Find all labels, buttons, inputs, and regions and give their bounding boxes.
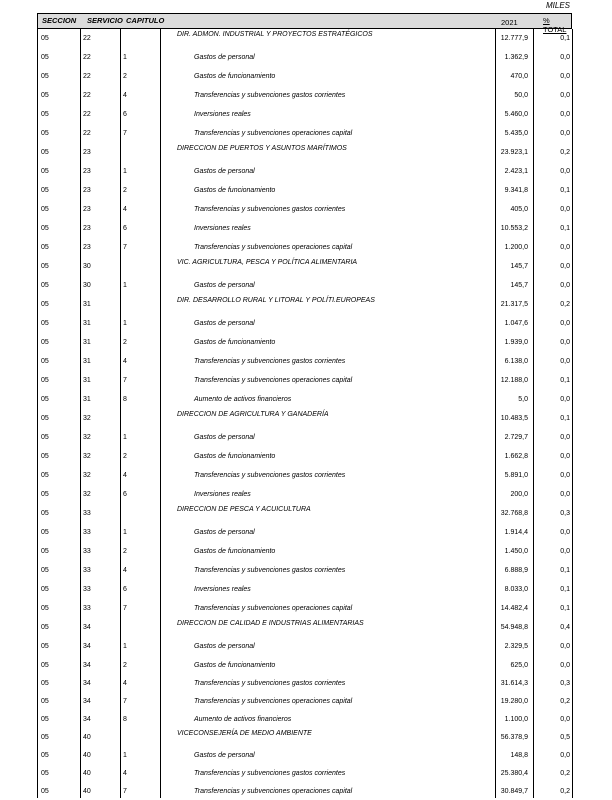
- amount-cell: 1.100,0: [504, 716, 528, 723]
- capitulo-cell: 7: [123, 377, 127, 384]
- servicio-cell: 22: [83, 111, 91, 118]
- servicio-cell: 33: [83, 586, 91, 593]
- capitulo-cell: 6: [123, 225, 127, 232]
- amount-cell: 6.888,9: [504, 567, 528, 574]
- table-row: [37, 238, 572, 257]
- pct-total-cell: 0,0: [560, 168, 570, 175]
- pct-total-cell: 0,2: [560, 698, 570, 705]
- servicio-cell: 32: [83, 491, 91, 498]
- description-cell: Transferencias y subvenciones operaciones capital: [194, 605, 353, 612]
- servicio-cell: 34: [83, 680, 91, 687]
- seccion-cell: 05: [41, 643, 49, 650]
- table-row: [37, 257, 572, 276]
- amount-cell: 145,7: [510, 263, 528, 270]
- servicio-cell: 32: [83, 453, 91, 460]
- pct-total-cell: 0,0: [560, 282, 570, 289]
- description-cell: Transferencias y subvenciones operaciones capital: [194, 698, 353, 705]
- pct-total-cell: 0,1: [560, 187, 570, 194]
- description-cell: Gastos de personal: [194, 434, 255, 441]
- description-cell: Inversiones reales: [194, 225, 251, 232]
- seccion-cell: 05: [41, 734, 49, 741]
- pct-total-cell: 0,0: [560, 453, 570, 460]
- amount-cell: 10.553,2: [500, 225, 528, 232]
- amount-cell: 6.138,0: [504, 358, 528, 365]
- servicio-cell: 22: [83, 35, 91, 42]
- amount-cell: 32.768,8: [500, 510, 528, 517]
- table-row: [37, 637, 572, 656]
- table-row: [37, 523, 572, 542]
- amount-cell: 23.923,1: [500, 149, 528, 156]
- table-row: [37, 124, 572, 143]
- servicio-cell: 23: [83, 149, 91, 156]
- servicio-cell: 33: [83, 605, 91, 612]
- amount-cell: 1.047,6: [504, 320, 528, 327]
- seccion-cell: 05: [41, 491, 49, 498]
- description-cell: DIR. ADMON. INDUSTRIAL Y PROYECTOS ESTRATÉGICOS: [177, 31, 373, 38]
- amount-cell: 2.729,7: [504, 434, 528, 441]
- table-row: [37, 105, 572, 124]
- amount-cell: 1.362,9: [504, 54, 528, 61]
- amount-cell: 5.435,0: [504, 130, 528, 137]
- amount-cell: 21.317,5: [500, 301, 528, 308]
- table-row: [37, 728, 572, 746]
- seccion-cell: 05: [41, 396, 49, 403]
- capitulo-cell: 8: [123, 396, 127, 403]
- servicio-cell: 22: [83, 92, 91, 99]
- table-row: [37, 67, 572, 86]
- amount-cell: 1.200,0: [504, 244, 528, 251]
- servicio-cell: 33: [83, 529, 91, 536]
- pct-total-cell: 0,0: [560, 244, 570, 251]
- pct-total-cell: 0,0: [560, 92, 570, 99]
- pct-total-cell: 0,0: [560, 396, 570, 403]
- servicio-cell: 40: [83, 770, 91, 777]
- servicio-cell: 31: [83, 339, 91, 346]
- description-cell: Gastos de personal: [194, 168, 255, 175]
- capitulo-cell: 2: [123, 548, 127, 555]
- pct-total-cell: 0,0: [560, 206, 570, 213]
- amount-cell: 25.380,4: [500, 770, 528, 777]
- description-cell: Aumento de activos financieros: [194, 396, 292, 403]
- description-cell: DIRECCION DE CALIDAD E INDUSTRIAS ALIMENTARIAS: [177, 620, 364, 627]
- table-row: [37, 200, 572, 219]
- amount-cell: 10.483,5: [500, 415, 528, 422]
- pct-total-cell: 0,1: [560, 567, 570, 574]
- table-row: [37, 674, 572, 692]
- table-row: [37, 692, 572, 710]
- description-cell: Transferencias y subvenciones gastos corrientes: [194, 472, 346, 479]
- description-cell: Aumento de activos financieros: [194, 716, 292, 723]
- table-row: [37, 352, 572, 371]
- capitulo-cell: 4: [123, 206, 127, 213]
- capitulo-cell: 7: [123, 244, 127, 251]
- servicio-cell: 31: [83, 320, 91, 327]
- seccion-cell: 05: [41, 111, 49, 118]
- pct-total-cell: 0,0: [560, 716, 570, 723]
- seccion-cell: 05: [41, 301, 49, 308]
- table-row: [37, 656, 572, 674]
- amount-cell: 1.914,4: [504, 529, 528, 536]
- pct-total-cell: 0,2: [560, 788, 570, 795]
- seccion-cell: 05: [41, 35, 49, 42]
- pct-total-cell: 0,3: [560, 680, 570, 687]
- seccion-cell: 05: [41, 206, 49, 213]
- seccion-cell: 05: [41, 225, 49, 232]
- amount-cell: 50,0: [514, 92, 528, 99]
- pct-total-cell: 0,0: [560, 130, 570, 137]
- description-cell: Transferencias y subvenciones operaciones capital: [194, 130, 353, 137]
- pct-total-cell: 0,1: [560, 415, 570, 422]
- description-cell: Gastos de funcionamiento: [194, 453, 276, 460]
- seccion-cell: 05: [41, 624, 49, 631]
- servicio-cell: 33: [83, 548, 91, 555]
- seccion-cell: 05: [41, 752, 49, 759]
- seccion-cell: 05: [41, 453, 49, 460]
- servicio-cell: 30: [83, 282, 91, 289]
- seccion-cell: 05: [41, 770, 49, 777]
- amount-cell: 9.341,8: [504, 187, 528, 194]
- seccion-cell: 05: [41, 358, 49, 365]
- pct-total-cell: 0,1: [560, 377, 570, 384]
- seccion-cell: 05: [41, 529, 49, 536]
- capitulo-cell: 8: [123, 716, 127, 723]
- seccion-cell: 05: [41, 434, 49, 441]
- servicio-cell: 23: [83, 187, 91, 194]
- description-cell: Transferencias y subvenciones gastos corrientes: [194, 680, 346, 687]
- seccion-cell: 05: [41, 263, 49, 270]
- servicio-cell: 23: [83, 244, 91, 251]
- seccion-cell: 05: [41, 168, 49, 175]
- pct-total-cell: 0,0: [560, 339, 570, 346]
- amount-cell: 14.482,4: [500, 605, 528, 612]
- seccion-cell: 05: [41, 54, 49, 61]
- description-cell: Gastos de personal: [194, 320, 255, 327]
- table-row: [37, 485, 572, 504]
- capitulo-cell: 1: [123, 643, 127, 650]
- servicio-cell: 22: [83, 54, 91, 61]
- amount-cell: 5.891,0: [504, 472, 528, 479]
- pct-total-cell: 0,0: [560, 472, 570, 479]
- seccion-cell: 05: [41, 149, 49, 156]
- table-row: [37, 409, 572, 428]
- seccion-cell: 05: [41, 73, 49, 80]
- pct-total-cell: 0,0: [560, 643, 570, 650]
- amount-cell: 1.939,0: [504, 339, 528, 346]
- seccion-cell: 05: [41, 472, 49, 479]
- table-row: [37, 181, 572, 200]
- pct-total-cell: 0,1: [560, 35, 570, 42]
- seccion-cell: 05: [41, 320, 49, 327]
- servicio-cell: 23: [83, 206, 91, 213]
- table-row: [37, 219, 572, 238]
- description-cell: Transferencias y subvenciones gastos corrientes: [194, 358, 346, 365]
- amount-cell: 8.033,0: [504, 586, 528, 593]
- table-row: [37, 48, 572, 67]
- amount-cell: 5,0: [518, 396, 528, 403]
- servicio-cell: 23: [83, 168, 91, 175]
- table-row: [37, 710, 572, 728]
- description-cell: Gastos de funcionamiento: [194, 662, 276, 669]
- description-cell: VICECONSEJERÍA DE MEDIO AMBIENTE: [177, 730, 312, 737]
- description-cell: Inversiones reales: [194, 491, 251, 498]
- table-row: [37, 580, 572, 599]
- amount-cell: 625,0: [510, 662, 528, 669]
- pct-total-cell: 0,2: [560, 301, 570, 308]
- capitulo-cell: 1: [123, 54, 127, 61]
- table-row: [37, 86, 572, 105]
- table-row: [37, 295, 572, 314]
- pct-total-cell: 0,0: [560, 111, 570, 118]
- pct-total-cell: 0,0: [560, 358, 570, 365]
- description-cell: Inversiones reales: [194, 111, 251, 118]
- servicio-cell: 32: [83, 434, 91, 441]
- pct-total-cell: 0,0: [560, 263, 570, 270]
- seccion-cell: 05: [41, 680, 49, 687]
- pct-total-cell: 0,0: [560, 434, 570, 441]
- capitulo-cell: 7: [123, 605, 127, 612]
- capitulo-cell: 2: [123, 453, 127, 460]
- capitulo-cell: 4: [123, 680, 127, 687]
- seccion-cell: 05: [41, 92, 49, 99]
- amount-cell: 54.948,8: [500, 624, 528, 631]
- pct-total-cell: 0,4: [560, 624, 570, 631]
- servicio-cell: 31: [83, 301, 91, 308]
- table-row: [37, 561, 572, 580]
- servicio-cell: 31: [83, 396, 91, 403]
- description-cell: Gastos de personal: [194, 643, 255, 650]
- description-cell: DIR. DESARROLLO RURAL Y LITORAL Y POLÍTI.EUROPEAS: [177, 297, 375, 304]
- servicio-cell: 40: [83, 752, 91, 759]
- seccion-cell: 05: [41, 716, 49, 723]
- amount-cell: 12.188,0: [500, 377, 528, 384]
- units-label: MILES: [545, 1, 570, 10]
- capitulo-cell: 2: [123, 187, 127, 194]
- description-cell: Transferencias y subvenciones operaciones capital: [194, 788, 353, 795]
- budget-table-body: [37, 29, 572, 800]
- pct-total-cell: 0,0: [560, 752, 570, 759]
- table-row: [37, 466, 572, 485]
- header-capitulo: CAPITULO: [126, 16, 165, 25]
- servicio-cell: 33: [83, 567, 91, 574]
- capitulo-cell: 4: [123, 567, 127, 574]
- servicio-cell: 31: [83, 358, 91, 365]
- header-servicio: SERVICIO: [87, 16, 123, 25]
- amount-cell: 31.614,3: [500, 680, 528, 687]
- table-row: [37, 746, 572, 764]
- amount-cell: 1.662,8: [504, 453, 528, 460]
- pct-total-cell: 0,1: [560, 225, 570, 232]
- table-row: [37, 599, 572, 618]
- seccion-cell: 05: [41, 415, 49, 422]
- amount-cell: 1.450,0: [504, 548, 528, 555]
- description-cell: Transferencias y subvenciones gastos corrientes: [194, 567, 346, 574]
- description-cell: DIRECCION DE AGRICULTURA Y GANADERÍA: [177, 411, 329, 418]
- table-row: [37, 143, 572, 162]
- pct-total-cell: 0,0: [560, 548, 570, 555]
- pct-total-cell: 0,1: [560, 586, 570, 593]
- seccion-cell: 05: [41, 130, 49, 137]
- table-row: [37, 29, 572, 48]
- capitulo-cell: 6: [123, 111, 127, 118]
- table-row: [37, 333, 572, 352]
- capitulo-cell: 2: [123, 662, 127, 669]
- seccion-cell: 05: [41, 605, 49, 612]
- capitulo-cell: 1: [123, 752, 127, 759]
- servicio-cell: 33: [83, 510, 91, 517]
- seccion-cell: 05: [41, 282, 49, 289]
- description-cell: DIRECCION DE PESCA Y ACUICULTURA: [177, 506, 311, 513]
- description-cell: Gastos de personal: [194, 54, 255, 61]
- capitulo-cell: 1: [123, 320, 127, 327]
- capitulo-cell: 2: [123, 339, 127, 346]
- table-row: [37, 618, 572, 637]
- capitulo-cell: 1: [123, 529, 127, 536]
- description-cell: Transferencias y subvenciones gastos corrientes: [194, 770, 346, 777]
- pct-total-cell: 0,0: [560, 662, 570, 669]
- pct-total-cell: 0,3: [560, 510, 570, 517]
- capitulo-cell: 4: [123, 770, 127, 777]
- table-header: [37, 13, 572, 34]
- description-cell: Gastos de personal: [194, 752, 255, 759]
- capitulo-cell: 1: [123, 168, 127, 175]
- seccion-cell: 05: [41, 244, 49, 251]
- servicio-cell: 32: [83, 472, 91, 479]
- seccion-cell: 05: [41, 339, 49, 346]
- description-cell: Gastos de personal: [194, 282, 255, 289]
- capitulo-cell: 6: [123, 586, 127, 593]
- pct-total-cell: 0,0: [560, 320, 570, 327]
- header-year: 2021: [501, 18, 518, 27]
- capitulo-cell: 4: [123, 358, 127, 365]
- description-cell: DIRECCION DE PUERTOS Y ASUNTOS MARÍTIMOS: [177, 145, 347, 152]
- pct-total-cell: 0,0: [560, 54, 570, 61]
- description-cell: Gastos de funcionamiento: [194, 73, 276, 80]
- amount-cell: 145,7: [510, 282, 528, 289]
- capitulo-cell: 7: [123, 698, 127, 705]
- servicio-cell: 23: [83, 225, 91, 232]
- description-cell: Gastos de funcionamiento: [194, 339, 276, 346]
- servicio-cell: 40: [83, 734, 91, 741]
- pct-total-cell: 0,0: [560, 73, 570, 80]
- table-row: [37, 162, 572, 181]
- seccion-cell: 05: [41, 698, 49, 705]
- table-row: [37, 276, 572, 295]
- description-cell: Transferencias y subvenciones operaciones capital: [194, 377, 353, 384]
- seccion-cell: 05: [41, 586, 49, 593]
- description-cell: Gastos de funcionamiento: [194, 187, 276, 194]
- servicio-cell: 40: [83, 788, 91, 795]
- amount-cell: 30.849,7: [500, 788, 528, 795]
- table-row: [37, 542, 572, 561]
- capitulo-cell: 4: [123, 472, 127, 479]
- amount-cell: 470,0: [510, 73, 528, 80]
- servicio-cell: 34: [83, 662, 91, 669]
- amount-cell: 5.460,0: [504, 111, 528, 118]
- description-cell: Transferencias y subvenciones gastos corrientes: [194, 206, 346, 213]
- servicio-cell: 34: [83, 716, 91, 723]
- servicio-cell: 22: [83, 130, 91, 137]
- servicio-cell: 34: [83, 698, 91, 705]
- pct-total-cell: 0,2: [560, 149, 570, 156]
- seccion-cell: 05: [41, 548, 49, 555]
- description-cell: Inversiones reales: [194, 586, 251, 593]
- amount-cell: 56.378,9: [500, 734, 528, 741]
- description-cell: Transferencias y subvenciones operaciones capital: [194, 244, 353, 251]
- capitulo-cell: 1: [123, 282, 127, 289]
- servicio-cell: 31: [83, 377, 91, 384]
- capitulo-cell: 4: [123, 92, 127, 99]
- amount-cell: 148,8: [510, 752, 528, 759]
- table-row: [37, 764, 572, 782]
- header-seccion: SECCION: [42, 16, 77, 25]
- capitulo-cell: 7: [123, 130, 127, 137]
- capitulo-cell: 1: [123, 434, 127, 441]
- table-row: [37, 447, 572, 466]
- seccion-cell: 05: [41, 788, 49, 795]
- amount-cell: 405,0: [510, 206, 528, 213]
- seccion-cell: 05: [41, 567, 49, 574]
- table-row: [37, 782, 572, 800]
- description-cell: Transferencias y subvenciones gastos corrientes: [194, 92, 346, 99]
- table-row: [37, 504, 572, 523]
- table-row: [37, 314, 572, 333]
- table-row: [37, 371, 572, 390]
- pct-total-cell: 0,0: [560, 491, 570, 498]
- capitulo-cell: 6: [123, 491, 127, 498]
- seccion-cell: 05: [41, 377, 49, 384]
- seccion-cell: 05: [41, 510, 49, 517]
- servicio-cell: 22: [83, 73, 91, 80]
- servicio-cell: 34: [83, 624, 91, 631]
- table-row: [37, 390, 572, 409]
- pct-total-cell: 0,5: [560, 734, 570, 741]
- amount-cell: 19.280,0: [500, 698, 528, 705]
- capitulo-cell: 2: [123, 73, 127, 80]
- table-row: [37, 428, 572, 447]
- amount-cell: 200,0: [510, 491, 528, 498]
- pct-total-cell: 0,0: [560, 529, 570, 536]
- servicio-cell: 32: [83, 415, 91, 422]
- seccion-cell: 05: [41, 187, 49, 194]
- amount-cell: 2.423,1: [504, 168, 528, 175]
- servicio-cell: 34: [83, 643, 91, 650]
- seccion-cell: 05: [41, 662, 49, 669]
- amount-cell: 12.777,9: [500, 35, 528, 42]
- capitulo-cell: 7: [123, 788, 127, 795]
- servicio-cell: 30: [83, 263, 91, 270]
- column-divider: [572, 29, 573, 798]
- amount-cell: 2.329,5: [504, 643, 528, 650]
- pct-total-cell: 0,2: [560, 770, 570, 777]
- description-cell: Gastos de personal: [194, 529, 255, 536]
- description-cell: Gastos de funcionamiento: [194, 548, 276, 555]
- pct-total-cell: 0,1: [560, 605, 570, 612]
- header-pct-total: % TOTAL: [543, 16, 567, 34]
- description-cell: VIC. AGRICULTURA, PESCA Y POLÍTICA ALIMENTARIA: [177, 259, 358, 266]
